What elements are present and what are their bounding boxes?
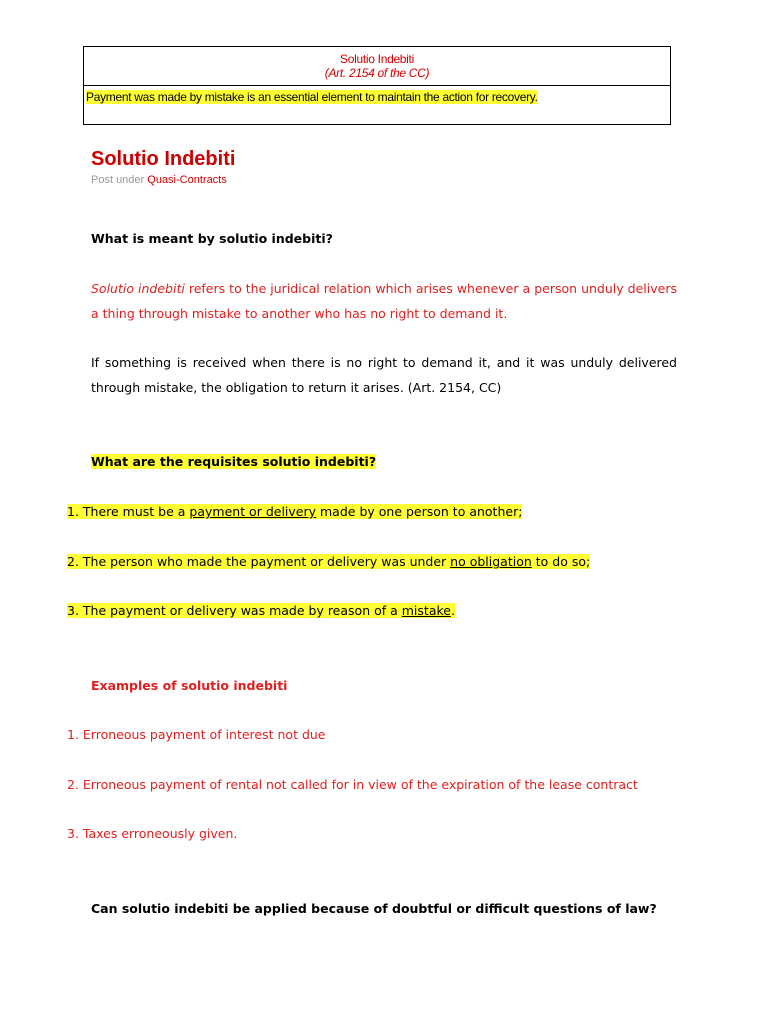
question-requisites: [91, 454, 376, 469]
requisite-item: [67, 554, 590, 569]
definition-term: Solutio indebiti: [91, 281, 185, 296]
summary-box-note: Payment was made by mistake is an essential element to maintain the action for recovery.: [86, 90, 538, 104]
question-requisites-text: What are the requisites solutio indebiti?: [91, 454, 377, 469]
requisite-1-post: made by one person to another;: [316, 504, 523, 519]
requisite-2-underlined: no obligation: [450, 554, 532, 569]
question-meaning: What is meant by solutio indebiti?: [91, 231, 333, 246]
question-doubtful-law: Can solutio indebiti be applied because of doubtful or difficult questions of law?: [91, 901, 657, 916]
example-item: 2. Erroneous payment of rental not called for in view of the expiration of the lease contract: [67, 777, 638, 792]
post-prefix: Post under: [91, 174, 145, 186]
requisite-2-pre: 2. The person who made the payment or delivery was under: [67, 554, 451, 569]
definition-text: refers to the juridical relation which arises whenever a person unduly delivers a thing through mistake to another who has no right to demand it.: [91, 281, 677, 321]
requisite-1-pre: 1. There must be a: [67, 504, 190, 519]
requisite-item: [67, 603, 455, 618]
summary-box: [83, 46, 671, 125]
example-item: 1. Erroneous payment of interest not due: [67, 727, 326, 742]
summary-box-body: [84, 86, 670, 108]
requisite-2-post: to do so;: [531, 554, 591, 569]
summary-box-subtitle: (Art. 2154 of the CC): [324, 66, 430, 80]
summary-box-header: [84, 47, 670, 86]
requisite-3-pre: 3. The payment or delivery was made by reason of a: [67, 603, 402, 618]
category-link[interactable]: Quasi-Contracts: [147, 174, 227, 186]
requisite-3-underlined: mistake: [401, 603, 451, 618]
obligation-paragraph: If something is received when there is no right to demand it, and it was unduly delivered through mistake, the obligation to return it arises. (Art. 2154, CC): [91, 355, 677, 395]
requisite-item: [67, 504, 522, 519]
summary-box-title: Solutio Indebiti: [340, 52, 414, 66]
requisite-3-post: .: [450, 603, 455, 618]
definition-paragraph: [91, 276, 677, 326]
examples-heading: Examples of solutio indebiti: [91, 678, 288, 693]
post-meta: [91, 174, 227, 186]
example-item: 3. Taxes erroneously given.: [67, 826, 238, 841]
article-title: Solutio Indebiti: [91, 148, 236, 170]
requisite-1-underlined: payment or delivery: [189, 504, 317, 519]
